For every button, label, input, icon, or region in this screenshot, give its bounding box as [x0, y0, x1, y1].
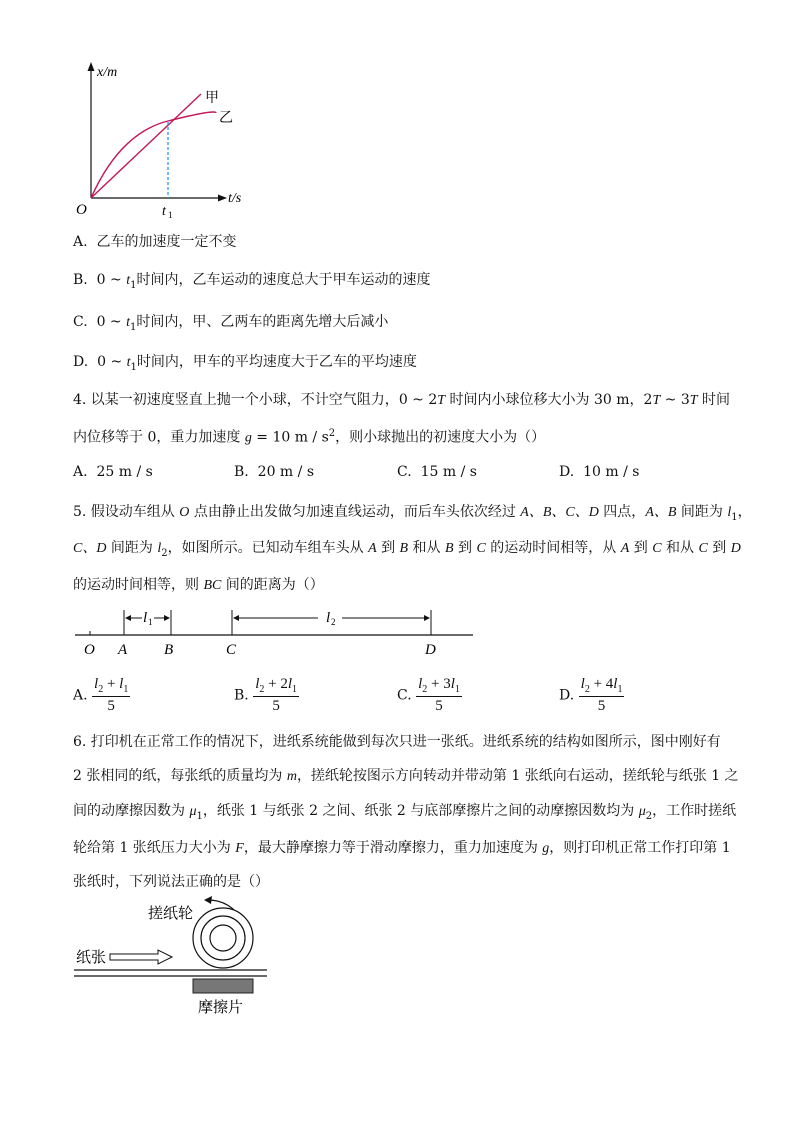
t1-label: t — [162, 204, 166, 218]
y-axis-label: x/m — [97, 65, 118, 80]
q6-stem-line4: 轮给第 1 张纸压力大小为 F，最大静摩擦力等于滑动摩擦力，重力加速度为 g，则打印机正常工作打印第 1 — [73, 840, 731, 856]
l2-label-sub: 2 — [331, 617, 336, 627]
q3-option-b: B. 0 ~ $t_1$时间内，乙车运动的速度总大于甲车运动的速度 — [73, 272, 431, 291]
point-a-label: A — [118, 642, 128, 658]
roller-inner — [210, 925, 236, 951]
paper-label: 纸张 — [76, 950, 107, 966]
q4-option-c: C. 15 m / s — [397, 464, 477, 480]
x-axis-label: t/s — [228, 191, 242, 206]
paper-direction-arrow-icon — [110, 950, 172, 964]
q4-stem-line2: 内位移等于 0，重力加速度 g = 10 m / $s^2$，则小球抛出的初速度大小为（） — [73, 428, 546, 446]
friction-pad — [193, 979, 253, 993]
point-d-label: D — [425, 642, 436, 658]
q5-stem-line2: C、D 间距为 $l_2$，如图所示。已知动车组车头从 A 到 B 和从 B 到 C 的运动时间相等，从 A 到 C 和从 C 到 D — [73, 540, 741, 559]
q4-option-a: A. 25 m / s — [73, 464, 153, 480]
paper-feed-diagram — [70, 890, 290, 1020]
q4-option-d: D. 10 m / s — [559, 464, 640, 480]
point-c-label: C — [226, 642, 237, 658]
roller-label: 搓纸轮 — [148, 906, 194, 922]
point-o-label: O — [84, 642, 95, 658]
q4-stem-line1: 4. 以某一初速度竖直上抛一个小球，不计空气阻力，0 ~ 2T 时间内小球位移大小为 30 m，2T ~ 3T 时间 — [73, 392, 731, 408]
q6-stem-line3: 间的动摩擦因数为 $\mu_1$，纸张 1 与纸张 2 之间、纸张 2 与底部摩擦片之间的动摩擦因数均为 $\mu_2$，工作时搓纸 — [73, 803, 737, 822]
q6-stem-line2: 2 张相同的纸，每张纸的质量均为 m，搓纸轮按图示方向转动并带动第 1 张纸向右运动，搓纸轮与纸张 1 之 — [73, 768, 739, 784]
friction-pad-label: 摩擦片 — [198, 1000, 244, 1016]
q5-option-b: B. $\frac{l_2 + 2l_1}{5}$ — [234, 676, 298, 714]
q5-stem-line1: 5. 假设动车组从 O 点由静止出发做匀加速直线运动，而后车头依次经过 A、B、C、D 四点，A、B 间距为 $l_1$， — [73, 504, 752, 523]
l2-arrowhead-right-icon — [424, 615, 430, 621]
xt-graph — [70, 58, 260, 218]
curve-yi — [91, 112, 216, 198]
q5-track-diagram — [70, 602, 480, 662]
t1-label-sub: 1 — [168, 210, 173, 218]
l1-label: l — [143, 610, 148, 626]
q5-option-c: C. $\frac{l_2 + 3l_1}{5}$ — [397, 676, 460, 714]
q3-option-d: D. 0 ~ $t_1$时间内，甲车的平均速度大于乙车的平均速度 — [73, 354, 417, 373]
q6-stem-line5: 张纸时，下列说法正确的是（） — [73, 874, 269, 890]
curve-jia — [91, 94, 201, 198]
x-axis-arrow-icon — [218, 195, 227, 202]
q5-stem-line3: 的运动时间相等，则 BC 间的距离为（） — [73, 577, 324, 593]
y-axis-arrow-icon — [88, 62, 95, 71]
curve-jia-label: 甲 — [205, 91, 219, 106]
q5-option-d: D. $\frac{l_2 + 4l_1}{5}$ — [559, 676, 623, 714]
l1-arrowhead-right-icon — [164, 615, 170, 621]
rotation-arrowhead-icon — [204, 896, 212, 904]
l2-label: l — [326, 610, 331, 626]
origin-label: O — [76, 202, 87, 218]
l1-arrowhead-left-icon — [125, 615, 131, 621]
q4-option-b: B. 20 m / s — [234, 464, 314, 480]
curve-yi-label: 乙 — [219, 111, 233, 126]
q5-option-a: A. $\frac{l_2 + l_1}{5}$ — [73, 676, 129, 714]
l1-label-sub: 1 — [148, 617, 153, 627]
l2-arrowhead-left-icon — [233, 615, 239, 621]
q3-option-c: C. 0 ~ $t_1$时间内，甲、乙两车的距离先增大后减小 — [73, 314, 389, 333]
q3-option-a: A. 乙车的加速度一定不变 — [73, 234, 237, 250]
q6-stem-line1: 6. 打印机在正常工作的情况下，进纸系统能做到每次只进一张纸。进纸系统的结构如图所示，图中刚好有 — [73, 734, 721, 750]
point-b-label: B — [164, 642, 174, 658]
